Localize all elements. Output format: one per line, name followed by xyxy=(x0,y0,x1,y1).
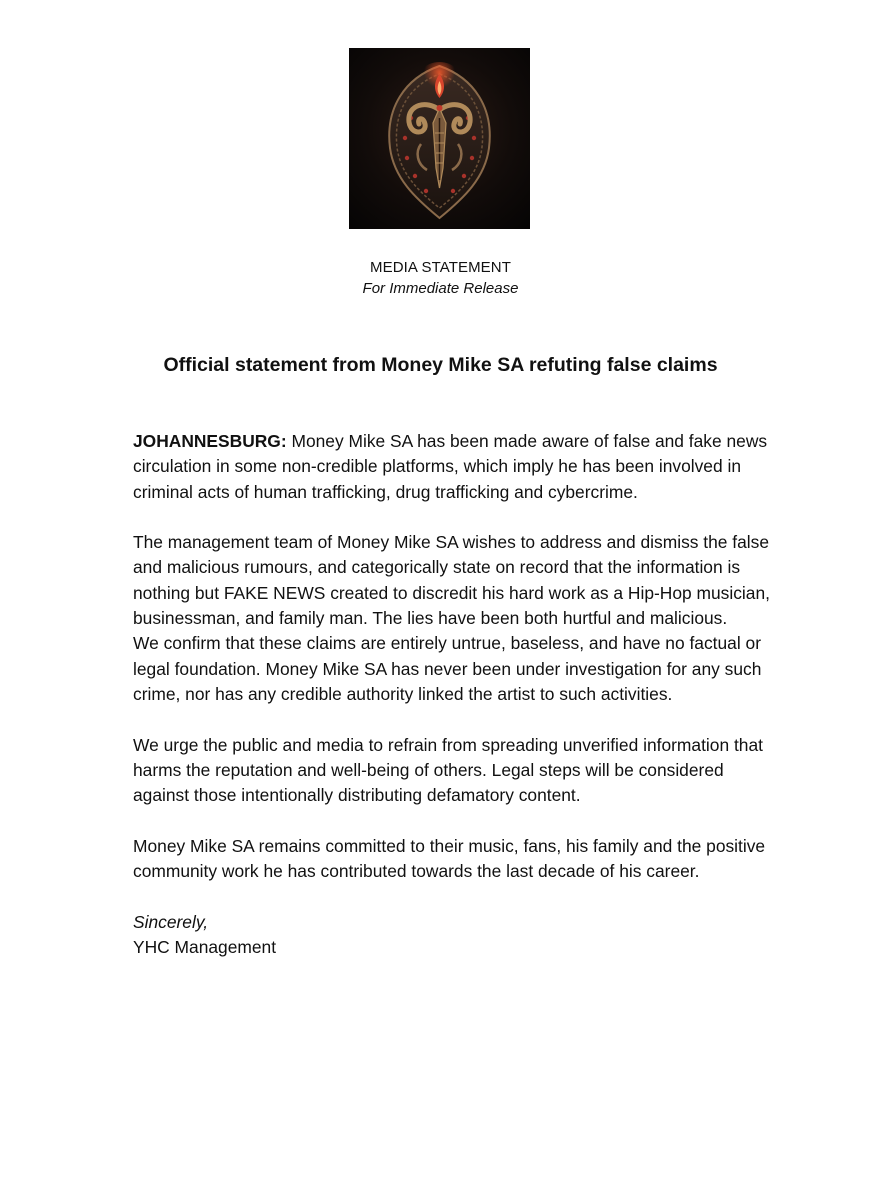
signer: YHC Management xyxy=(133,936,277,957)
paragraph-commitment: Money Mike SA remains committed to their music, fans, his family and the positive community work he has contributed towards the last decade of his career. xyxy=(133,835,766,882)
paragraph-management: The management team of Money Mike SA wishes to address and dismiss the false and malicious rumours, and categorically state on record that the information is nothing but FAKE NEWS created to discredit his hard work as a Hip-Hop musician, businessman, and family man. The lies have been both hurtful and malicious. xyxy=(133,532,770,629)
paragraph-intro xyxy=(133,429,773,505)
paragraph-urge: We urge the public and media to refrain from spreading unverified information that harms the reputation and well-being of others. Legal steps will be considered against those intentionally distributing defamatory content. xyxy=(133,734,763,806)
release-type-label: For Immediate Release xyxy=(362,280,519,297)
paragraph-confirmation: We confirm that these claims are entirely untrue, baseless, and have no factual or legal foundation. Money Mike SA has never been under investigation for any such crime, nor has any credible authority linked the artist to such activities. xyxy=(133,633,762,704)
paragraph-intro-text: Money Mike SA has been made aware of false and fake news circulation in some non-credible platforms, which imply he has been involved in criminal acts of human trafficking, drug trafficking and cybercrime. xyxy=(133,431,768,502)
closing: Sincerely, xyxy=(133,911,209,932)
dateline: JOHANNESBURG: xyxy=(133,431,287,451)
statement-body xyxy=(133,429,773,960)
release-header xyxy=(0,258,881,300)
ornate-ram-emblem-icon xyxy=(349,48,530,229)
media-statement-label: MEDIA STATEMENT xyxy=(370,259,511,276)
statement-headline: Official statement from Money Mike SA refuting false claims xyxy=(163,354,718,376)
